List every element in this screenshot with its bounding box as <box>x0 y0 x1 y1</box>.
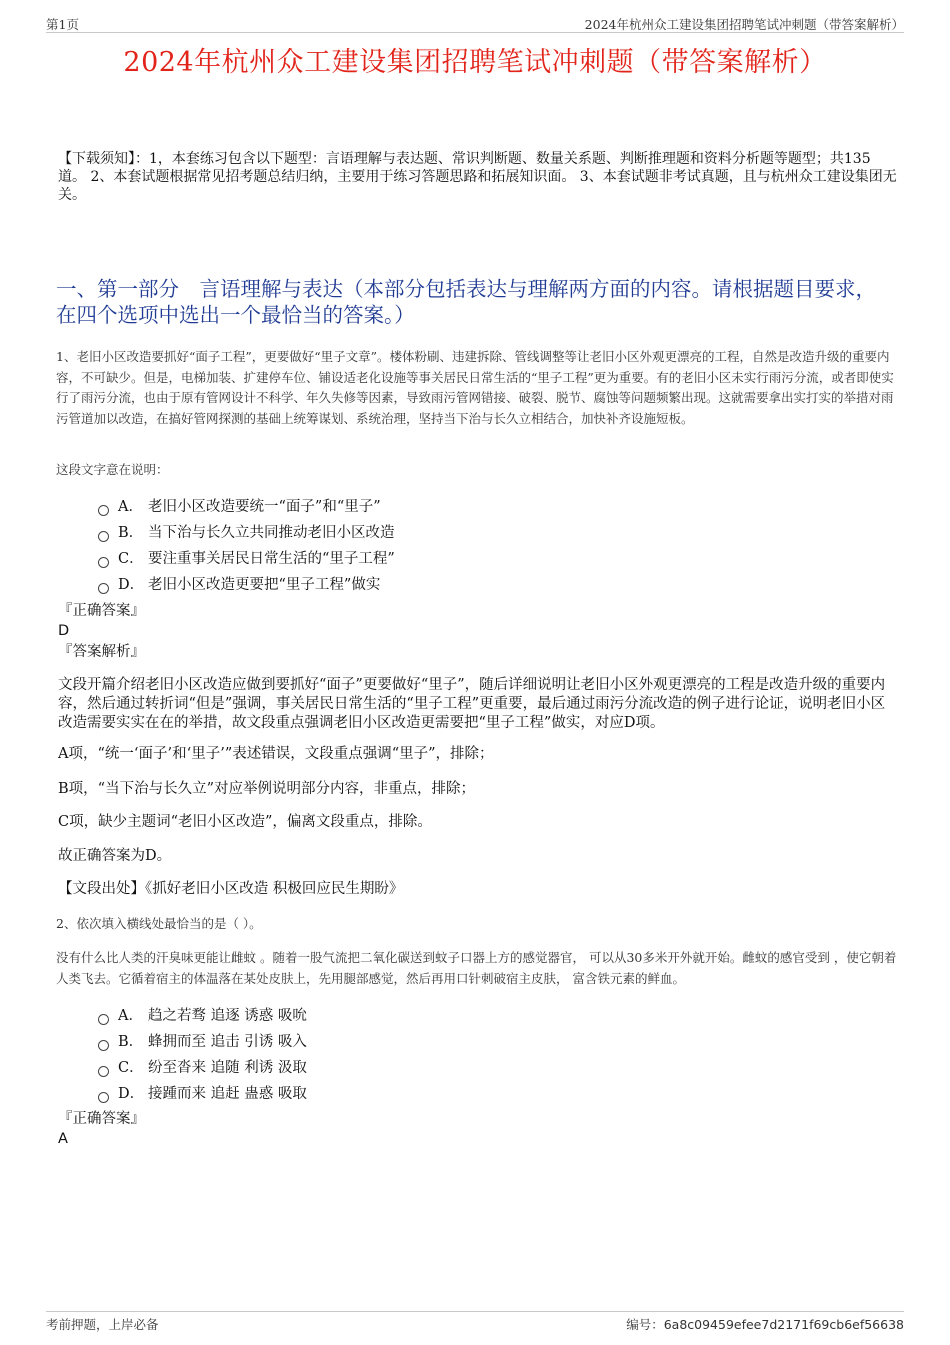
radio-icon[interactable] <box>98 557 109 568</box>
download-notice: 【下载须知】：1，本套练习包含以下题型：言语理解与表达题、常识判断题、数量关系题、判断推理题和资料分析题等题型；共135道。 2、本套试题根据常见招考题总结归纳，主要用于练习答题思路和拓展知识面。 3、本套试题非考试真题，且与杭州众工建设集团无关。 <box>58 151 897 203</box>
radio-icon[interactable] <box>98 505 109 516</box>
option-letter: D． <box>118 577 145 593</box>
q1-analysis-b: B项，“当下治与长久立”对应举例说明部分内容，非重点，排除； <box>58 781 475 797</box>
radio-icon[interactable] <box>98 531 109 542</box>
q1-analysis-a: A项，“统一‘面子’和‘里子’”表述错误，文段重点强调“里子”，排除； <box>58 746 494 762</box>
option-text: 当下治与长久立共同推动老旧小区改造 <box>148 525 395 541</box>
q2-answer-label: 『正确答案』 <box>58 1111 145 1127</box>
q1-option-c[interactable] <box>98 546 395 572</box>
radio-icon[interactable] <box>98 1040 109 1051</box>
option-text: 接踵而来 追赶 蛊惑 吸取 <box>148 1086 307 1102</box>
radio-icon[interactable] <box>98 1066 109 1077</box>
q2-stem: 没有什么比人类的汗臭味更能让雌蚊 。随着一股气流把二氧化碳送到蚊子口器上方的感觉器官， 可以从30多米开外就开始。雌蚊的感官受到 ，使它朝着人类飞去。它循着宿主的体温落在某处皮肤上，先用腿部感觉，然后再用口针刺破宿主皮肤， 富含铁元素的鲜血。 <box>56 950 897 986</box>
option-letter: A． <box>118 1008 143 1024</box>
option-text: 老旧小区改造更要把“里子工程”做实 <box>148 577 381 593</box>
page-number: 第1页 <box>46 17 79 32</box>
q2-option-c[interactable] <box>98 1055 307 1081</box>
q2-option-b[interactable] <box>98 1029 307 1055</box>
radio-icon[interactable] <box>98 1092 109 1103</box>
q1-analysis-conclusion: 故正确答案为D。 <box>58 848 172 864</box>
page-header <box>46 14 904 33</box>
footer-code-label: 编号： <box>626 1317 664 1332</box>
option-letter: B． <box>118 1034 144 1050</box>
footer-code-value: 6a8c09459efee7d2171f69cb6ef56638 <box>663 1317 904 1332</box>
option-text: 趋之若骛 追逐 诱惑 吸吮 <box>148 1008 307 1024</box>
option-letter: C． <box>118 1060 144 1076</box>
option-text: 纷至沓来 追随 利诱 汲取 <box>148 1060 307 1076</box>
q1-answer: D <box>58 623 70 639</box>
q1-options <box>98 494 395 598</box>
q1-prompt: 这段文字意在说明： <box>56 462 169 477</box>
q2-option-a[interactable] <box>98 1003 307 1029</box>
q1-option-d[interactable] <box>98 572 395 598</box>
page-title: 2024年杭州众工建设集团招聘笔试冲刺题（带答案解析） <box>123 47 827 78</box>
section-title: 一、第一部分 言语理解与表达（本部分包括表达与理解两方面的内容。请根据题目要求，在四个选项中选出一个最恰当的答案。） <box>56 277 876 327</box>
q1-stem: 1、老旧小区改造要抓好“面子工程”，更要做好“里子文章”。楼体粉刷、违建拆除、管线调整等让老旧小区外观更漂亮的工程，自然是改造升级的重要内容，不可缺少。但是，电梯加装、扩建停车位、铺设适老化设施等事关居民日常生活的“里子工程”更为重要。有的老旧小区未实行雨污分流，或者即使实行了雨污分流，也由于原有管网设计不科学、年久失修等因素，导致雨污管网错接、破裂、脱节、腐蚀等问题频繁出现。这就需要拿出实打实的举措对雨污管道加以改造，在搞好管网探测的基础上统筹谋划、系统治理，坚持当下治与长久立相结合，加快补齐设施短板。 <box>56 349 894 426</box>
q2-answer: A <box>58 1131 68 1147</box>
option-text: 老旧小区改造要统一“面子”和“里子” <box>148 499 381 515</box>
q2-option-d[interactable] <box>98 1081 307 1107</box>
q1-option-b[interactable] <box>98 520 395 546</box>
option-text: 要注重事关居民日常生活的“里子工程” <box>148 551 395 567</box>
footer-slogan: 考前押题，上岸必备 <box>46 1317 159 1332</box>
radio-icon[interactable] <box>98 583 109 594</box>
radio-icon[interactable] <box>98 1014 109 1025</box>
page-footer <box>46 1311 904 1332</box>
q2-options <box>98 1003 307 1107</box>
q1-analysis-label: 『答案解析』 <box>58 644 145 660</box>
option-letter: D． <box>118 1086 145 1102</box>
q1-analysis-main: 文段开篇介绍老旧小区改造应做到要抓好“面子”更要做好“里子”，随后详细说明让老旧小区外观更漂亮的工程是改造升级的重要内容，然后通过转折词“但是”强调，事关居民日常生活的“里子工程”更重要，最后通过雨污分流改造的例子进行论证，说明老旧小区改造需要实实在在的举措，故文段重点强调老旧小区改造更需要把“里子工程”做实，对应D项。 <box>58 677 886 731</box>
option-letter: B． <box>118 525 144 541</box>
q2-prompt: 2、依次填入横线处最恰当的是（ ）。 <box>56 916 262 931</box>
option-letter: C． <box>118 551 144 567</box>
q1-source: 【文段出处】《抓好老旧小区改造 积极回应民生期盼》 <box>58 881 404 897</box>
footer-code <box>626 1315 904 1333</box>
option-text: 蜂拥而至 追击 引诱 吸入 <box>148 1034 307 1050</box>
option-letter: A． <box>118 499 143 515</box>
header-doc-title: 2024年杭州众工建设集团招聘笔试冲刺题（带答案解析） <box>584 17 904 32</box>
q1-option-a[interactable] <box>98 494 395 520</box>
q1-answer-label: 『正确答案』 <box>58 603 145 619</box>
q1-analysis-c: C项，缺少主题词“老旧小区改造”，偏离文段重点，排除。 <box>58 814 432 830</box>
